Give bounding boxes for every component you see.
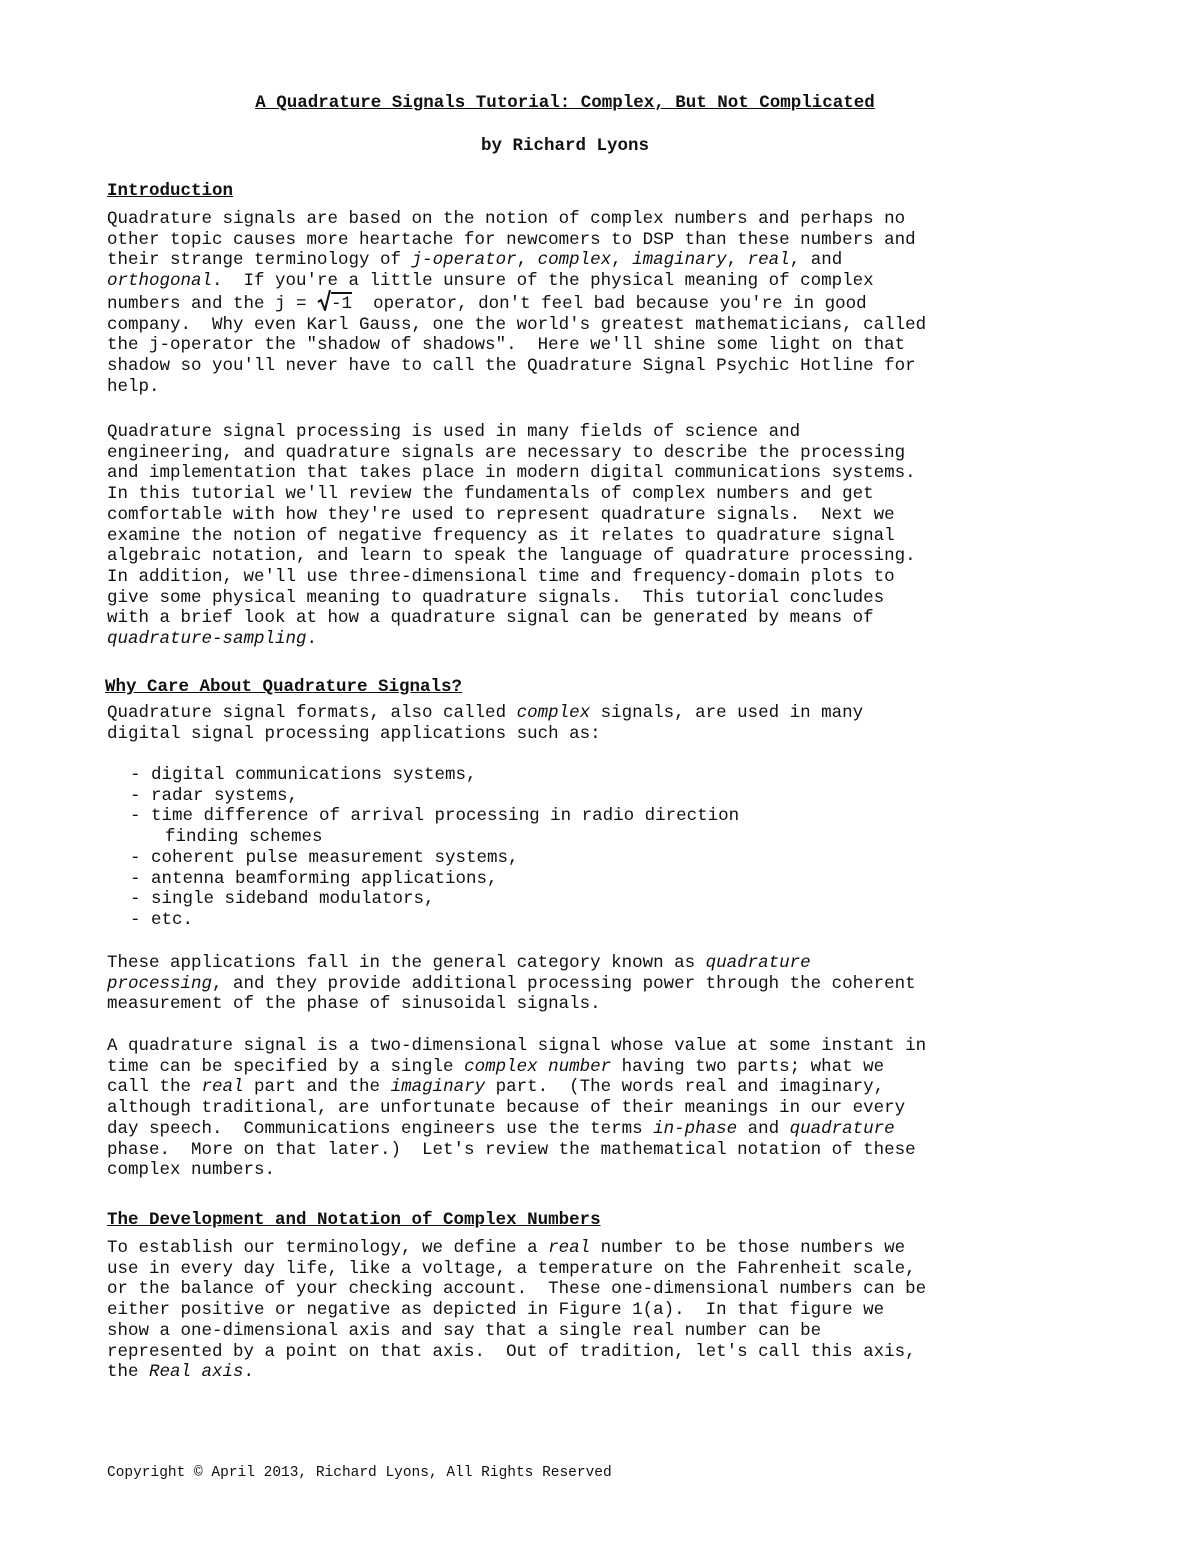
section-heading-development: The Development and Notation of Complex Numbers xyxy=(107,1210,601,1230)
list-item-continuation: finding schemes xyxy=(165,827,323,848)
applications-list xyxy=(130,765,1030,931)
list-item: - etc. xyxy=(130,909,194,930)
why-paragraph-1: Quadrature signal formats, also called complex signals, are used in many digital signal processing applications such as: xyxy=(107,703,864,744)
list-item: - time difference of arrival processing in radio direction xyxy=(130,806,740,827)
list-item: - antenna beamforming applications, xyxy=(130,868,498,889)
why-paragraph-3: A quadrature signal is a two-dimensional signal whose value at some instant in time can be specified by a single complex number having two parts; what we call the real part and the imaginary part. (The words real and imaginary, although traditional, are unfortunate because of their meanings in our every day speech. Communications engineers use the terms in-phase and quadrature phase. More on that later.) Let's review the mathematical notation of these complex numbers. xyxy=(107,1036,927,1181)
list-item: - single sideband modulators, xyxy=(130,889,435,910)
square-root-symbol: -1 xyxy=(317,292,352,315)
intro-paragraph-2: Quadrature signal processing is used in many fields of science and engineering, and quadrature signals are necessary to describe the processing and implementation that takes place in modern digital communications systems. In this tutorial we'll review the fundamentals of complex numbers and get comfortable with how they're used to represent quadrature signals. Next we examine the notion of negative frequency as it relates to quadrature signal algebraic notation, and learn to speak the language of quadrature processing. In addition, we'll use three-dimensional time and frequency-domain plots to give some physical meaning to quadrature signals. This tutorial concludes with a brief look at how a quadrature signal can be generated by means of quadrature-sampling. xyxy=(107,422,916,650)
radical-sign-icon xyxy=(317,289,331,311)
intro-paragraph-1: Quadrature signals are based on the notion of complex numbers and perhaps no other topic causes more heartache for newcomers to DSP than these numbers and their strange terminology of j-operator, complex, imaginary, real, and orthogonal. If you're a little unsure of the physical meaning of complex numbers and the j = -1 operator, don't feel bad because you're in good company. Why even Karl Gauss, one the world's greatest mathematicians, called the j-operator the "shadow of shadows". Here we'll shine some light on that shadow so you'll never have to call the Quadrature Signal Psychic Hotline for help. xyxy=(107,209,927,397)
section-heading-why-care: Why Care About Quadrature Signals? xyxy=(105,677,463,697)
section-heading-introduction: Introduction xyxy=(107,181,234,201)
why-paragraph-2: These applications fall in the general category known as quadrature processing, and they provide additional processing power through the coherent measurement of the phase of sinusoidal signals. xyxy=(107,953,916,1015)
author-byline: by Richard Lyons xyxy=(480,136,650,156)
list-item: - digital communications systems, xyxy=(130,765,477,785)
list-item: - coherent pulse measurement systems, xyxy=(130,847,519,868)
development-paragraph-1: To establish our terminology, we define a real number to be those numbers we use in every day life, like a voltage, a temperature on the Fahrenheit scale, or the balance of your checking account. These one-dimensional numbers can be either positive or negative as depicted in Figure 1(a). In that figure we show a one-dimensional axis and say that a single real number can be represented by a point on that axis. Out of tradition, let's call this axis, the Real axis. xyxy=(107,1238,927,1383)
copyright-footer: Copyright © April 2013, Richard Lyons, All Rights Reserved xyxy=(107,1465,612,1481)
list-item: - radar systems, xyxy=(130,785,299,806)
page-title: A Quadrature Signals Tutorial: Complex, But Not Complicated xyxy=(255,93,875,113)
